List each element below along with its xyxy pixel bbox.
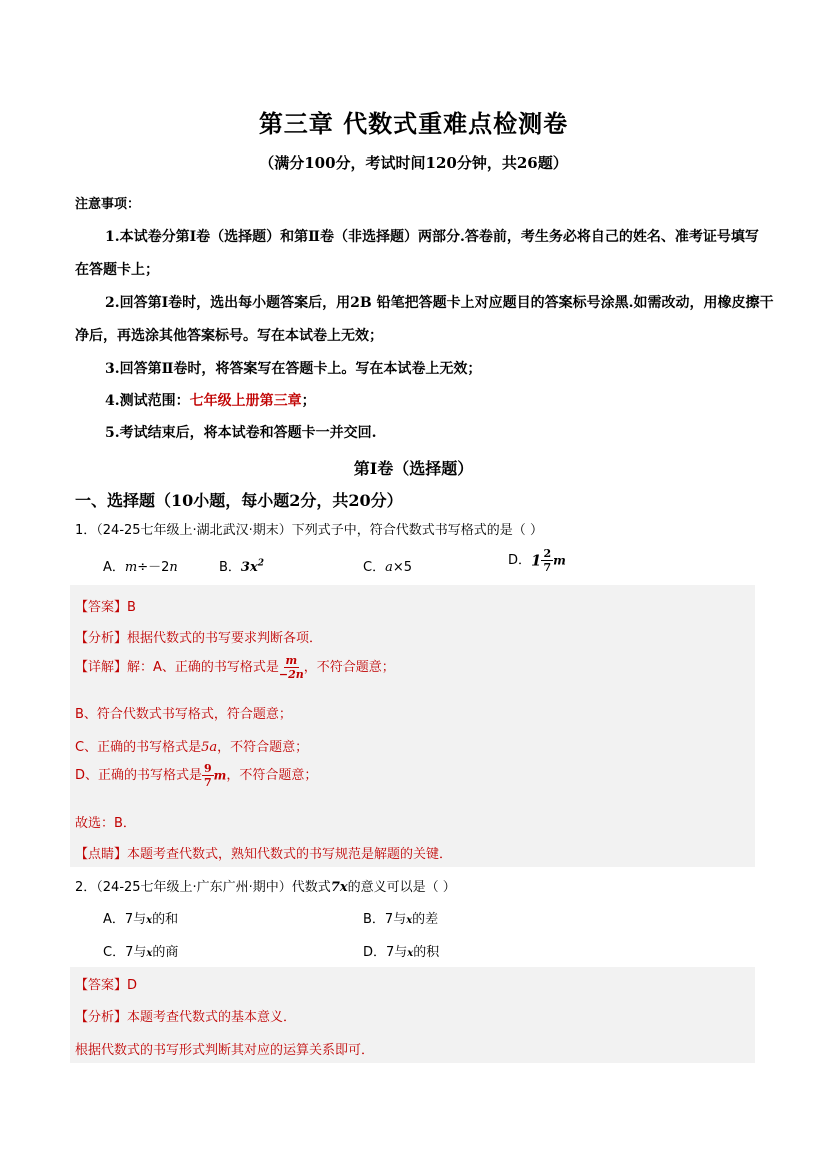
q2-stem-expr: 7x bbox=[330, 880, 348, 895]
q2-option-c-var: x bbox=[146, 948, 153, 959]
q1-detail-d-fraction bbox=[202, 763, 214, 788]
q1-option-d-numerator: 2 bbox=[543, 547, 552, 560]
notice-1-line-1: 1.本试卷分第Ⅰ卷（选择题）和第Ⅱ卷（非选择题）两部分.答卷前，考生务必将自己的姓名、准考证号填写 bbox=[105, 229, 759, 245]
part-heading: 一、选择题（10小题，每小题2分，共20分） bbox=[75, 491, 403, 510]
q1-detail-a-denominator: −2n bbox=[278, 668, 304, 681]
q1-detail-b: B、符合代数式书写格式，符合题意； bbox=[75, 707, 292, 722]
q1-comment: 【点睛】本题考查代数式，熟知代数式的书写规范是解题的关键． bbox=[75, 847, 453, 862]
q2-option-d-var: x bbox=[407, 948, 414, 959]
q1-detail-c-value: 5a bbox=[201, 740, 218, 755]
q1-option-a-mid: ÷－2 bbox=[137, 560, 170, 575]
notice-4-suffix: ； bbox=[301, 393, 316, 409]
q1-detail-d bbox=[75, 763, 317, 788]
notice-5: 5.考试结束后，将本试卷和答题卡一并交回. bbox=[105, 425, 377, 441]
q2-stem bbox=[75, 876, 456, 895]
q1-option-b-label: B． bbox=[219, 560, 241, 575]
q1-option-c-label: C． bbox=[363, 560, 386, 575]
q1-detail-c-suffix: ，不符合题意； bbox=[217, 740, 309, 755]
q1-option-b bbox=[219, 556, 264, 575]
q1-detail-d-numerator: 9 bbox=[204, 762, 212, 775]
q1-detail-a bbox=[75, 655, 395, 680]
notice-1-line-2: 在答题卡上； bbox=[75, 262, 159, 278]
q1-choice: 故选：B． bbox=[75, 816, 136, 831]
q1-option-d-label: D． bbox=[508, 553, 532, 568]
q1-option-a-n: n bbox=[169, 560, 178, 575]
q1-option-d bbox=[508, 548, 566, 573]
q2-option-c-post: 的商 bbox=[152, 945, 179, 960]
q2-analysis: 【分析】本题考查代数式的基本意义． bbox=[75, 1010, 297, 1025]
notice-2-line-2: 净后，再选涂其他答案标号。写在本试卷上无效； bbox=[75, 328, 383, 344]
q2-option-a-pre: A．7与 bbox=[103, 912, 147, 927]
page-title: 第三章 代数式重难点检测卷 bbox=[258, 109, 569, 138]
page-subtitle: （满分100分，考试时间120分钟，共26题） bbox=[259, 154, 568, 172]
q1-option-d-whole: 1 bbox=[531, 551, 542, 570]
q1-detail-c-prefix: C、正确的书写格式是 bbox=[75, 740, 202, 755]
q1-option-b-sup: 2 bbox=[257, 558, 264, 569]
q1-detail-c bbox=[75, 736, 308, 755]
notice-4-scope: 七年级上册第三章 bbox=[189, 393, 302, 409]
q2-option-d-pre: D．7与 bbox=[363, 945, 408, 960]
q2-option-d-post: 的积 bbox=[413, 945, 440, 960]
q2-option-b bbox=[363, 908, 438, 927]
notice-4 bbox=[105, 390, 316, 410]
q1-answer: 【答案】B bbox=[75, 600, 136, 615]
q2-answer: 【答案】D bbox=[75, 978, 138, 993]
q2-option-d bbox=[363, 941, 439, 960]
q1-option-c-a: a bbox=[385, 560, 393, 575]
q1-option-d-fraction bbox=[541, 548, 553, 573]
q2-option-a-post: 的和 bbox=[152, 912, 179, 927]
q2-option-b-post: 的差 bbox=[412, 912, 439, 927]
q2-stem-suffix: 的意义可以是（ ） bbox=[347, 880, 456, 895]
q2-option-a-var: x bbox=[146, 915, 153, 926]
q2-detail: 根据代数式的书写形式判断其对应的运算关系即可． bbox=[75, 1043, 375, 1058]
q1-detail-a-fraction bbox=[279, 655, 304, 680]
q1-option-d-denominator: 7 bbox=[543, 561, 552, 574]
q1-stem: 1．（24-25七年级上·湖北武汉·期末）下列式子中，符合代数式书写格式的是（ ） bbox=[75, 523, 543, 538]
section-heading: 第Ⅰ卷（选择题） bbox=[353, 459, 474, 478]
q2-option-b-var: x bbox=[406, 915, 413, 926]
q1-detail-d-var: m bbox=[213, 768, 227, 783]
q1-option-c bbox=[363, 556, 412, 575]
q2-option-a bbox=[103, 908, 178, 927]
q1-detail-a-suffix: ，不符合题意； bbox=[303, 660, 395, 675]
notice-3: 3.回答第Ⅱ卷时，将答案写在答题卡上。写在本试卷上无效； bbox=[105, 361, 482, 377]
notice-heading: 注意事项： bbox=[75, 197, 141, 212]
q1-detail-d-suffix: ，不符合题意； bbox=[226, 768, 318, 783]
q1-option-d-var: m bbox=[553, 553, 566, 568]
q2-option-c-pre: C．7与 bbox=[103, 945, 147, 960]
q1-option-a bbox=[103, 556, 178, 575]
q1-option-a-label: A． bbox=[103, 560, 125, 575]
q1-analysis: 【分析】根据代数式的书写要求判断各项． bbox=[75, 631, 323, 646]
q1-option-b-expr: 3x bbox=[240, 560, 258, 575]
q1-option-a-m: m bbox=[124, 560, 138, 575]
q1-detail-a-numerator: m bbox=[285, 654, 298, 667]
q1-detail-a-prefix: 【详解】解：A、正确的书写格式是 bbox=[75, 660, 279, 675]
q2-option-b-pre: B．7与 bbox=[363, 912, 407, 927]
q2-option-c bbox=[103, 941, 178, 960]
q1-option-c-rest: ×5 bbox=[392, 560, 413, 575]
notice-4-prefix: 4.测试范围： bbox=[105, 393, 190, 409]
q1-detail-d-prefix: D、正确的书写格式是 bbox=[75, 768, 203, 783]
notice-2-line-1: 2.回答第Ⅰ卷时，选出每小题答案后，用2B 铅笔把答题卡上对应题目的答案标号涂黑.如需改动，用橡皮擦干 bbox=[105, 295, 774, 311]
q1-detail-d-denominator: 7 bbox=[204, 776, 212, 789]
q2-stem-prefix: 2．（24-25七年级上·广东广州·期中）代数式 bbox=[75, 880, 331, 895]
